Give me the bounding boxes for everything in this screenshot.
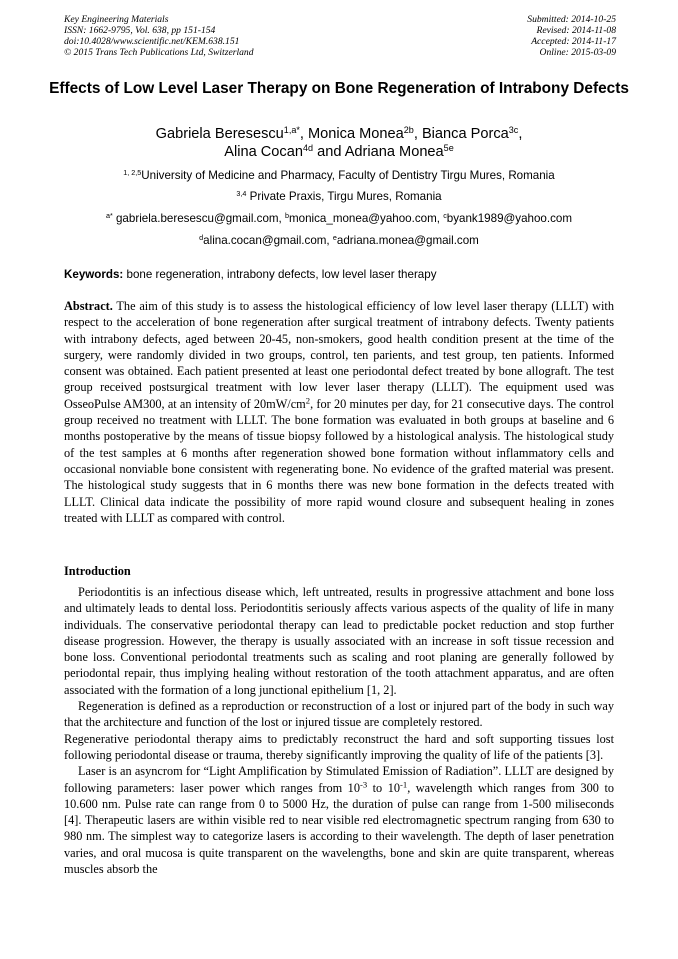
abstract-text: The aim of this study is to assess the histological efficiency of low level laser therapy (LLLT) with respect to the acceleration of bone regeneration after surgical treatment of intrabony defects. Twenty patients with intrabony defects, aged between 20-45, non-smokers, good health condition present at the time of the surgery, were randomly divided in two groups, control, ten parients, and test group, ten patients. Informed consent was obtained. Each patient presented at least one periodontal defect treated by bone allograft. The test group received postsurgical treatment with low lever laser therapy (LLLT). The equipment used was OsseoPulse AM300, at an intensity of 20mW/cm bbox=[64, 299, 614, 411]
email-line-1 bbox=[30, 212, 648, 226]
journal-copyright: © 2015 Trans Tech Publications Ltd, Switzerland bbox=[64, 46, 254, 58]
email-superscript: c bbox=[443, 211, 447, 221]
abstract-label: Abstract. bbox=[64, 299, 113, 313]
email-superscript: e bbox=[332, 233, 337, 243]
author-name: Alina Cocan bbox=[224, 144, 303, 160]
paper-title: Effects of Low Level Laser Therapy on Bone Regeneration of Intrabony Defects bbox=[49, 80, 629, 97]
keywords bbox=[64, 268, 437, 282]
paragraph-text: , wavelength which ranges from 300 to 10.600 nm. Pulse rate can range from 0 to 5000 Hz, the duration of pulse can range from 1-500 miliseconds [4]. Therapeutic lasers are within visible red to near visible red electromagnetic spectrum ranging from 630 to 980 nm. The simplest way to categorize lasers is according to their wavelength. The depth of laser penetration varies, and oral mucosa is quite transparent on the wavelengths, bone and skin are quite transparent, whereas muscles absorb the bbox=[64, 780, 615, 877]
paragraph: Regeneration is defined as a reproduction or reconstruction of a lost or injured part of the body in such way that the architecture and function of the lost or injured tissue are completely restored. bbox=[64, 699, 614, 730]
email-link[interactable]: gabriela.beresescu@gmail.com, bbox=[112, 212, 285, 225]
email-link[interactable]: byank1989@yahoo.com bbox=[446, 212, 573, 225]
paragraph-text: Laser is an asyncrom for “Light Amplification by Stimulated Emission of Radiation”. LLLT are designed by following parameters: laser power which ranges from 10 bbox=[64, 764, 614, 795]
abstract-superscript: 2 bbox=[305, 395, 311, 406]
email-link[interactable]: alina.cocan@gmail.com, bbox=[203, 234, 333, 247]
author-superscript: 3c bbox=[508, 125, 519, 136]
author-list bbox=[30, 125, 648, 161]
author-name: Adriana Monea bbox=[344, 144, 444, 160]
author-superscript: 2b bbox=[403, 125, 414, 136]
email-superscript: b bbox=[285, 211, 289, 221]
journal-header bbox=[64, 15, 254, 59]
affiliation-text: University of Medicine and Pharmacy, Faculty of Dentistry Tirgu Mures, Romania bbox=[141, 169, 555, 182]
author-separator: , bbox=[299, 126, 309, 142]
author-separator: , bbox=[413, 126, 422, 142]
author-name: Gabriela Beresescu bbox=[155, 126, 284, 142]
author-superscript: 5e bbox=[443, 143, 454, 154]
introduction-body bbox=[64, 584, 614, 877]
section-heading-introduction: Introduction bbox=[64, 564, 131, 578]
paragraph-superscript: -1 bbox=[400, 779, 408, 790]
email-superscript: d bbox=[199, 233, 204, 243]
paragraph bbox=[64, 763, 614, 877]
abstract bbox=[64, 298, 614, 526]
author-superscript: 4d bbox=[302, 143, 314, 154]
affiliation-2 bbox=[30, 190, 648, 204]
date-online: Online: 2015-03-09 bbox=[539, 46, 616, 58]
date-accepted: Accepted: 2014-11-17 bbox=[531, 35, 616, 47]
paragraph: Periodontitis is an infectious disease which, left untreated, results in progressive attachment and bone loss and ultimately leads to dental loss. Periodontitis seriously affects various aspects of the quality of life in many individuals. The conservative periodontal therapy can lead to predictable pocket reduction and stop further disease progression. However, the therapy is usually associated with an increase in soft tissue recession and bone loss. Conventional periodontal treatments such as scaling and root planing are generally followed by periodontal repair, thus implying healing without restoration of the tooth attachment apparatus, and are often associated with the formation of a long junctional epithelium [1, 2]. bbox=[64, 585, 614, 697]
keywords-label: Keywords: bbox=[64, 268, 124, 281]
abstract-text: , for 20 minutes per day, for 21 consecutive days. The control group received no treatment with LLLT. The bone formation was evaluated in both groups at baseline and 6 months postoperative by the means of tissue biopsy followed by a histological analysis. The histological study of the test samples at 6 months after regeneration showed bone formation without inflammatory cells and occasional nonviable bone consistent with regenerating bone. No evidence of the grafted material was present. The histological study suggests that in 6 months there was new bone formation in the defects treated with LLLT. Clinical data indicate the possibility of more rapid wound closure and subsequent healing in zones treated with LLLT as compared with control. bbox=[64, 396, 615, 525]
email-link[interactable]: adriana.monea@gmail.com bbox=[336, 234, 479, 247]
journal-issn: ISSN: 1662-9795, Vol. 638, pp 151-154 bbox=[64, 24, 216, 36]
paragraph-superscript: -3 bbox=[359, 779, 368, 790]
date-submitted: Submitted: 2014-10-25 bbox=[527, 14, 616, 25]
keywords-text: bone regeneration, intrabony defects, low level laser therapy bbox=[123, 268, 437, 281]
affiliation-text: Private Praxis, Tirgu Mures, Romania bbox=[246, 190, 442, 203]
date-revised: Revised: 2014-11-08 bbox=[536, 24, 616, 36]
author-separator: and bbox=[313, 144, 345, 160]
affiliation-superscript: 1, 2,5 bbox=[123, 168, 142, 178]
author-separator: , bbox=[518, 126, 523, 142]
journal-name: Key Engineering Materials bbox=[64, 14, 169, 25]
affiliation-1 bbox=[30, 169, 648, 183]
dates-header bbox=[527, 15, 616, 59]
author-name: Bianca Porca bbox=[421, 126, 509, 142]
email-line-2 bbox=[30, 234, 648, 248]
email-superscript: a* bbox=[105, 211, 113, 221]
paragraph: Regenerative periodontal therapy aims to predictably reconstruct the hard and soft supporting tissues lost following periodontal disease or trauma, thereby significantly improving the quality of life of the patients [3]. bbox=[64, 731, 614, 762]
affiliation-superscript: 3,4 bbox=[236, 189, 247, 199]
paragraph-text: to 10 bbox=[367, 780, 401, 795]
author-name: Monica Monea bbox=[308, 126, 404, 142]
journal-doi: doi:10.4028/www.scientific.net/KEM.638.151 bbox=[64, 35, 240, 47]
email-link[interactable]: monica_monea@yahoo.com, bbox=[289, 212, 444, 225]
author-superscript: 1,a* bbox=[283, 125, 300, 136]
